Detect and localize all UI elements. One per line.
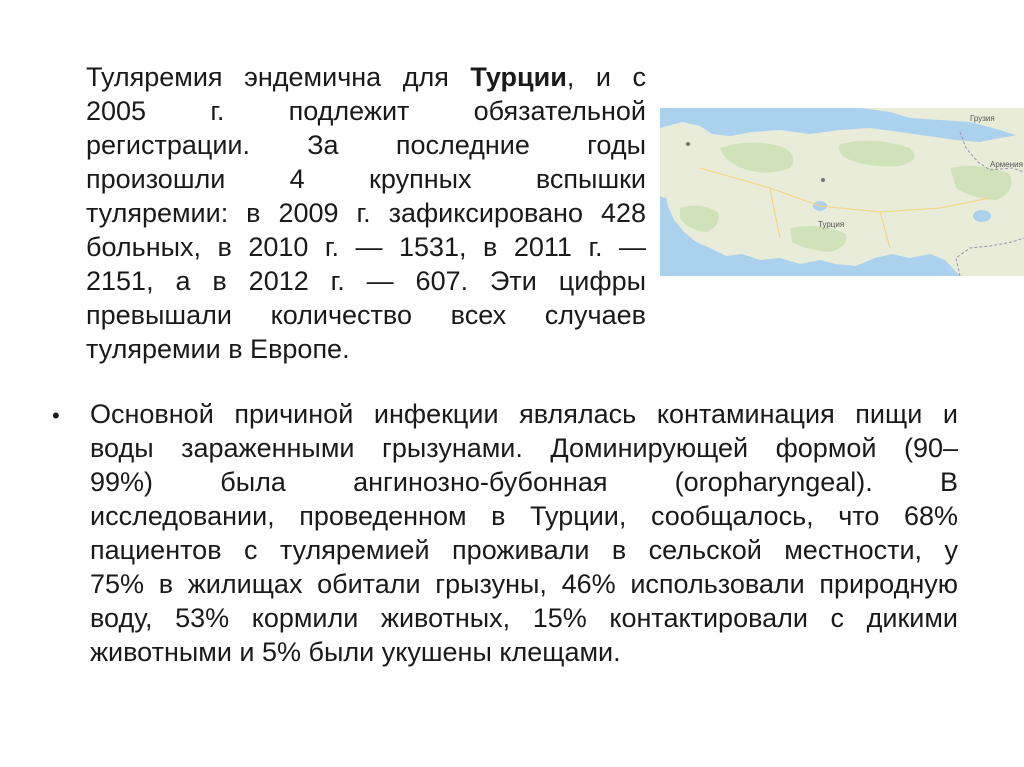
map-label-armenia: Армения (990, 160, 1023, 169)
text-line: больных, в 2010 г. — 1531, в 2011 г. — (86, 232, 646, 262)
text-line: регистрации. За последние годы (86, 130, 646, 160)
text-line: животными и 5% были укушены клещами. (90, 637, 621, 667)
text-line: воды зараженными грызунами. Доминирующей формой (90– (90, 433, 958, 463)
text-line: 2005 г. подлежит обязательной (86, 96, 646, 126)
map-label-georgia: Грузия (970, 114, 995, 123)
text-line: пациентов с туляремией проживали в сельской местности, у (90, 535, 958, 565)
text-line: Основной причиной инфекции являлась контаминация пищи и (90, 399, 958, 429)
text-line: 75% в жилищах обитали грызуны, 46% использовали природную (90, 569, 958, 599)
text-line: воду, 53% кормили животных, 15% контактировали с дикими (90, 603, 958, 633)
text-line: исследовании, проведенном в Турции, сообщалось, что 68% (90, 501, 958, 531)
city-dot (686, 142, 690, 146)
turkey-map (660, 108, 1024, 276)
map-label-turkey: Турция (818, 220, 845, 229)
bold-country-name: Турции (470, 62, 567, 92)
text-line: туляремии в Европе. (86, 334, 350, 364)
bullet-marker: • (52, 403, 60, 428)
text-line: 99%) была ангинозно-бубонная (oropharyngeal). В (90, 467, 958, 497)
text-line: туляремии: в 2009 г. зафиксировано 428 (86, 198, 646, 228)
text-line: 2151, а в 2012 г. — 607. Эти цифры (86, 266, 646, 296)
text-line: произошли 4 крупных вспышки (86, 164, 646, 194)
text-line: превышали количество всех случаев (86, 300, 646, 330)
map-graphic (660, 108, 1024, 276)
city-dot (821, 178, 825, 182)
lake-van (973, 210, 991, 222)
paragraph-infection-causes (90, 397, 958, 669)
paragraph-turkey-outbreaks (86, 60, 646, 366)
text-line: Туляремия эндемична для Турции, и с (86, 62, 646, 92)
